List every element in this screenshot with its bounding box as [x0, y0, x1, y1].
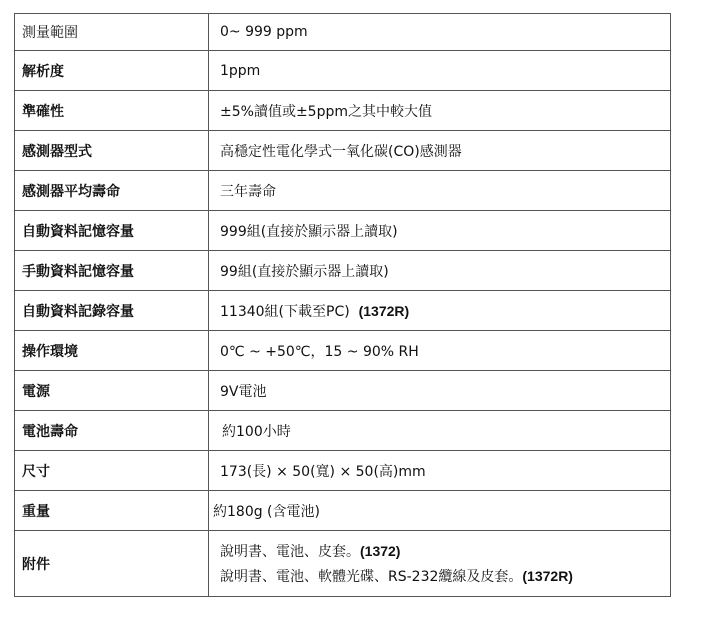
spec-row: [15, 411, 671, 451]
row-label: 感測器型式: [15, 131, 209, 171]
spec-row: [15, 251, 671, 291]
row-value: 0℃ ~ +50℃，15 ~ 90% RH: [209, 331, 671, 371]
spec-row: [15, 131, 671, 171]
accessory-line: [220, 539, 664, 564]
row-label: 測量範圍: [15, 14, 209, 51]
row-label: 自動資料記憶容量: [15, 211, 209, 251]
row-value: ±5%讀值或±5ppm之其中較大值: [209, 91, 671, 131]
spec-table: [14, 13, 671, 597]
row-label: 尺寸: [15, 451, 209, 491]
row-value: 999組(直接於顯示器上讀取): [209, 211, 671, 251]
row-value: 99組(直接於顯示器上讀取): [209, 251, 671, 291]
row-label: 準確性: [15, 91, 209, 131]
row-value: 三年壽命: [209, 171, 671, 211]
row-label: 操作環境: [15, 331, 209, 371]
spec-row: [15, 291, 671, 331]
row-label: 電源: [15, 371, 209, 411]
value-text: 說明書、電池、皮套。: [220, 543, 360, 560]
row-value: 0~ 999 ppm: [209, 14, 671, 51]
model-tag: (1372): [360, 542, 401, 559]
value-text: 說明書、電池、軟體光碟、RS-232纜線及皮套。: [220, 568, 523, 585]
row-label: 附件: [15, 531, 209, 597]
row-value: [209, 291, 671, 331]
row-value: 9V電池: [209, 371, 671, 411]
spec-row: [15, 14, 671, 51]
spec-row: [15, 211, 671, 251]
spec-row: [15, 171, 671, 211]
row-label: 感測器平均壽命: [15, 171, 209, 211]
row-value: 1ppm: [209, 51, 671, 91]
row-label: 解析度: [15, 51, 209, 91]
row-value: [209, 531, 671, 597]
row-value: 高穩定性電化學式一氧化碳(CO)感測器: [209, 131, 671, 171]
spec-row: [15, 451, 671, 491]
row-label: 自動資料記錄容量: [15, 291, 209, 331]
row-label: 重量: [15, 491, 209, 531]
spec-row: [15, 371, 671, 411]
spec-row: [15, 531, 671, 597]
spec-row: [15, 491, 671, 531]
spec-row: [15, 51, 671, 91]
accessory-line: [220, 564, 664, 589]
spec-row: [15, 331, 671, 371]
model-tag: (1372R): [522, 567, 573, 584]
row-value: 約100小時: [209, 411, 671, 451]
spec-row: [15, 91, 671, 131]
row-value: 173(長) × 50(寬) × 50(高)mm: [209, 451, 671, 491]
row-value: 約180g (含電池): [209, 491, 671, 531]
row-label: 電池壽命: [15, 411, 209, 451]
row-label: 手動資料記憶容量: [15, 251, 209, 291]
model-tag: (1372R): [358, 302, 410, 319]
value-text: 11340組(下載至PC): [220, 303, 350, 320]
